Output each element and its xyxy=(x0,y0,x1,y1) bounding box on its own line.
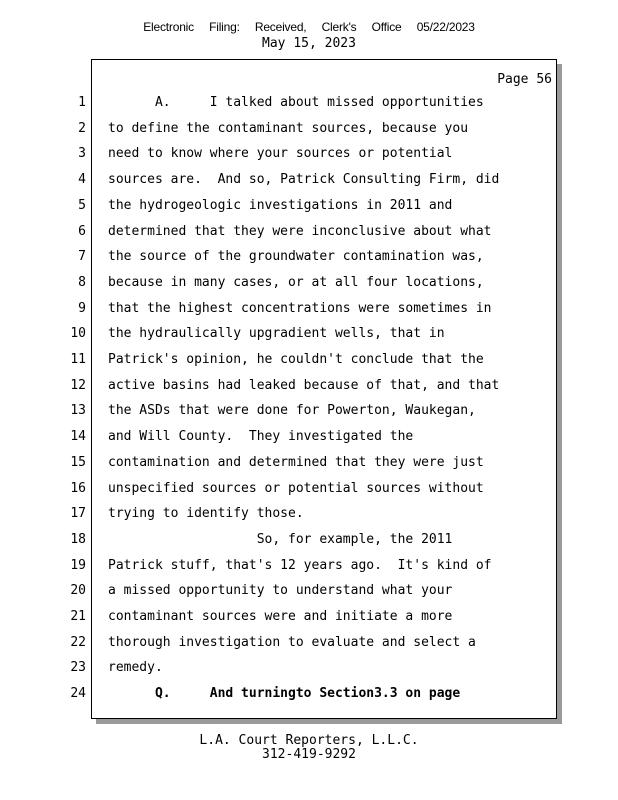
line-number: 19 xyxy=(70,558,86,573)
transcript-line: remedy. xyxy=(108,660,163,675)
transcript-line: Q. And turningto Section3.3 on page xyxy=(108,686,461,701)
transcript-line: thorough investigation to evaluate and select a xyxy=(108,635,476,650)
transcript-line: the hydrogeologic investigations in 2011 and xyxy=(108,198,453,213)
line-number: 17 xyxy=(70,506,86,521)
line-number: 5 xyxy=(78,198,86,213)
transcript-line: a missed opportunity to understand what your xyxy=(108,583,453,598)
line-number: 3 xyxy=(78,146,86,161)
transcript-line: So, for example, the 2011 xyxy=(108,532,453,547)
transcript-line: the hydraulically upgradient wells, that in xyxy=(108,326,445,341)
line-number: 24 xyxy=(70,686,86,701)
line-number: 20 xyxy=(70,583,86,598)
line-number: 12 xyxy=(70,378,86,393)
line-number: 22 xyxy=(70,635,86,650)
line-number: 1 xyxy=(78,95,86,110)
line-number: 15 xyxy=(70,455,86,470)
line-number: 10 xyxy=(70,326,86,341)
transcript-line: A. I talked about missed opportunities xyxy=(108,95,484,110)
line-number: 7 xyxy=(78,249,86,264)
transcript-line: determined that they were inconclusive about what xyxy=(108,224,492,239)
stamp-word: Office xyxy=(371,20,402,34)
transcript-line: the source of the groundwater contamination was, xyxy=(108,249,484,264)
line-number: 8 xyxy=(78,275,86,290)
transcript-date: May 15, 2023 xyxy=(262,36,356,51)
stamp-word: 05/22/2023 xyxy=(416,20,475,34)
transcript-line: because in many cases, or at all four locations, xyxy=(108,275,484,290)
line-number: 13 xyxy=(70,403,86,418)
line-number: 23 xyxy=(70,660,86,675)
transcript-line: the ASDs that were done for Powerton, Waukegan, xyxy=(108,403,476,418)
line-number: 16 xyxy=(70,481,86,496)
line-number: 9 xyxy=(78,301,86,316)
line-number: 14 xyxy=(70,429,86,444)
footer-phone: 312-419-9292 xyxy=(262,747,356,762)
line-number: 21 xyxy=(70,609,86,624)
line-number: 2 xyxy=(78,121,86,136)
transcript-line: that the highest concentrations were sometimes in xyxy=(108,301,492,316)
transcript-line: and Will County. They investigated the xyxy=(108,429,414,444)
stamp-word: Electronic xyxy=(143,20,194,34)
transcript-line: unspecified sources or potential sources without xyxy=(108,481,484,496)
transcript-line: to define the contaminant sources, because you xyxy=(108,121,469,136)
stamp-word: Clerk's xyxy=(321,20,357,34)
line-number: 11 xyxy=(70,352,86,367)
line-number: 6 xyxy=(78,224,86,239)
transcript-line: active basins had leaked because of that, and that xyxy=(108,378,500,393)
transcript-line: sources are. And so, Patrick Consulting Firm, did xyxy=(108,172,500,187)
stamp-word: Received, xyxy=(254,20,307,34)
transcript-line: need to know where your sources or potential xyxy=(108,146,453,161)
filing-stamp xyxy=(0,20,618,34)
transcript-line: Patrick's opinion, he couldn't conclude that the xyxy=(108,352,484,367)
footer-company: L.A. Court Reporters, L.L.C. xyxy=(199,733,419,748)
transcript-line: contamination and determined that they were just xyxy=(108,455,484,470)
transcript-line: contaminant sources were and initiate a more xyxy=(108,609,453,624)
transcript-line: Patrick stuff, that's 12 years ago. It's kind of xyxy=(108,558,492,573)
line-number: 18 xyxy=(70,532,86,547)
transcript-line: trying to identify those. xyxy=(108,506,304,521)
stamp-word: Filing: xyxy=(209,20,240,34)
page-number: Page 56 xyxy=(497,72,552,87)
line-number: 4 xyxy=(78,172,86,187)
